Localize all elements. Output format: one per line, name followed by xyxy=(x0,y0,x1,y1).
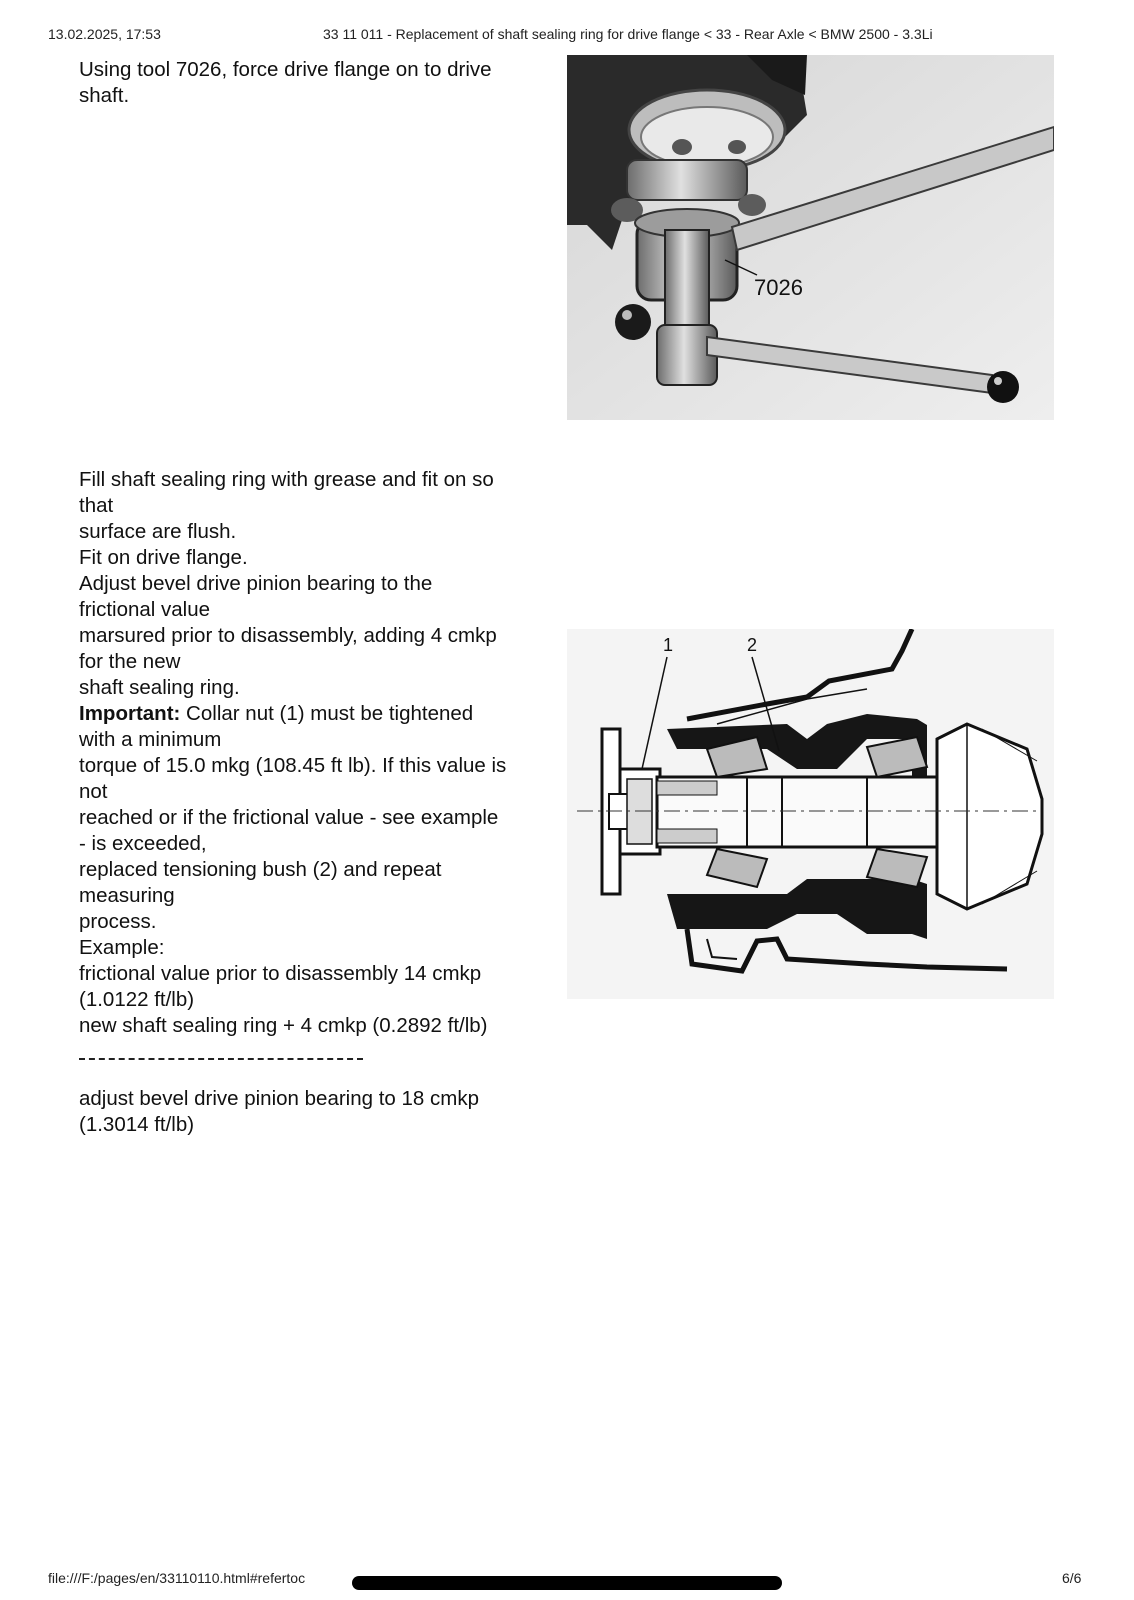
tool-number-label: 7026 xyxy=(754,275,803,300)
text-line: adjust bevel drive pinion bearing to 18 cmkp xyxy=(79,1087,479,1110)
text-line: Using tool 7026, force drive flange on to drive xyxy=(79,58,492,81)
text-line: new shaft sealing ring + 4 cmkp (0.2892 ft/lb) xyxy=(79,1014,488,1037)
important-note xyxy=(79,701,564,727)
text-line: for the new xyxy=(79,650,181,673)
text-line: Fit on drive flange. xyxy=(79,546,248,569)
text-line: Collar nut (1) must be tightened xyxy=(180,702,474,725)
part-label-collar-nut: 1 xyxy=(663,635,674,655)
part-label-tensioning-bush: 2 xyxy=(747,635,758,655)
text-line: torque of 15.0 mkg (108.45 ft lb). If this value is xyxy=(79,754,507,777)
text-line: that xyxy=(79,494,114,517)
text-line: (1.0122 ft/lb) xyxy=(79,988,195,1011)
text-line: with a minimum xyxy=(79,728,222,751)
result-text xyxy=(79,1086,564,1138)
step-2-text xyxy=(79,467,564,1039)
step-1-text xyxy=(79,57,549,109)
page-url: file:///F:/pages/en/33110110.html#refertoc xyxy=(48,1570,306,1586)
text-line: replaced tensioning bush (2) and repeat xyxy=(79,858,442,881)
important-label: Important: xyxy=(79,702,181,725)
text-line: frictional value prior to disassembly 14 cmkp xyxy=(79,962,482,985)
text-line: frictional value xyxy=(79,598,211,621)
text-line: shaft. xyxy=(79,84,130,107)
text-line: Adjust bevel drive pinion bearing to the xyxy=(79,572,433,595)
separator-line xyxy=(79,1058,363,1060)
text-line: measuring xyxy=(79,884,175,907)
text-line: - is exceeded, xyxy=(79,832,207,855)
home-indicator-bar[interactable] xyxy=(352,1576,782,1590)
text-line: shaft sealing ring. xyxy=(79,676,240,699)
document-title: 33 11 011 - Replacement of shaft sealing ring for drive flange < 33 - Rear Axle < BMW 2500 - 3.3Li xyxy=(323,26,933,42)
text-line: surface are flush. xyxy=(79,520,237,543)
text-line: marsured prior to disassembly, adding 4 cmkp xyxy=(79,624,497,647)
print-date: 13.02.2025, 17:53 xyxy=(48,26,161,42)
text-line: reached or if the frictional value - see example xyxy=(79,806,499,829)
text-line: Example: xyxy=(79,936,165,959)
text-line: (1.3014 ft/lb) xyxy=(79,1113,195,1136)
text-line: process. xyxy=(79,910,157,933)
text-line: Fill shaft sealing ring with grease and fit on so xyxy=(79,468,494,491)
pinion-bearing-diagram xyxy=(567,629,1054,999)
text-line: not xyxy=(79,780,108,803)
tool-7026-photo xyxy=(567,55,1054,420)
page-number: 6/6 xyxy=(1062,1570,1082,1586)
